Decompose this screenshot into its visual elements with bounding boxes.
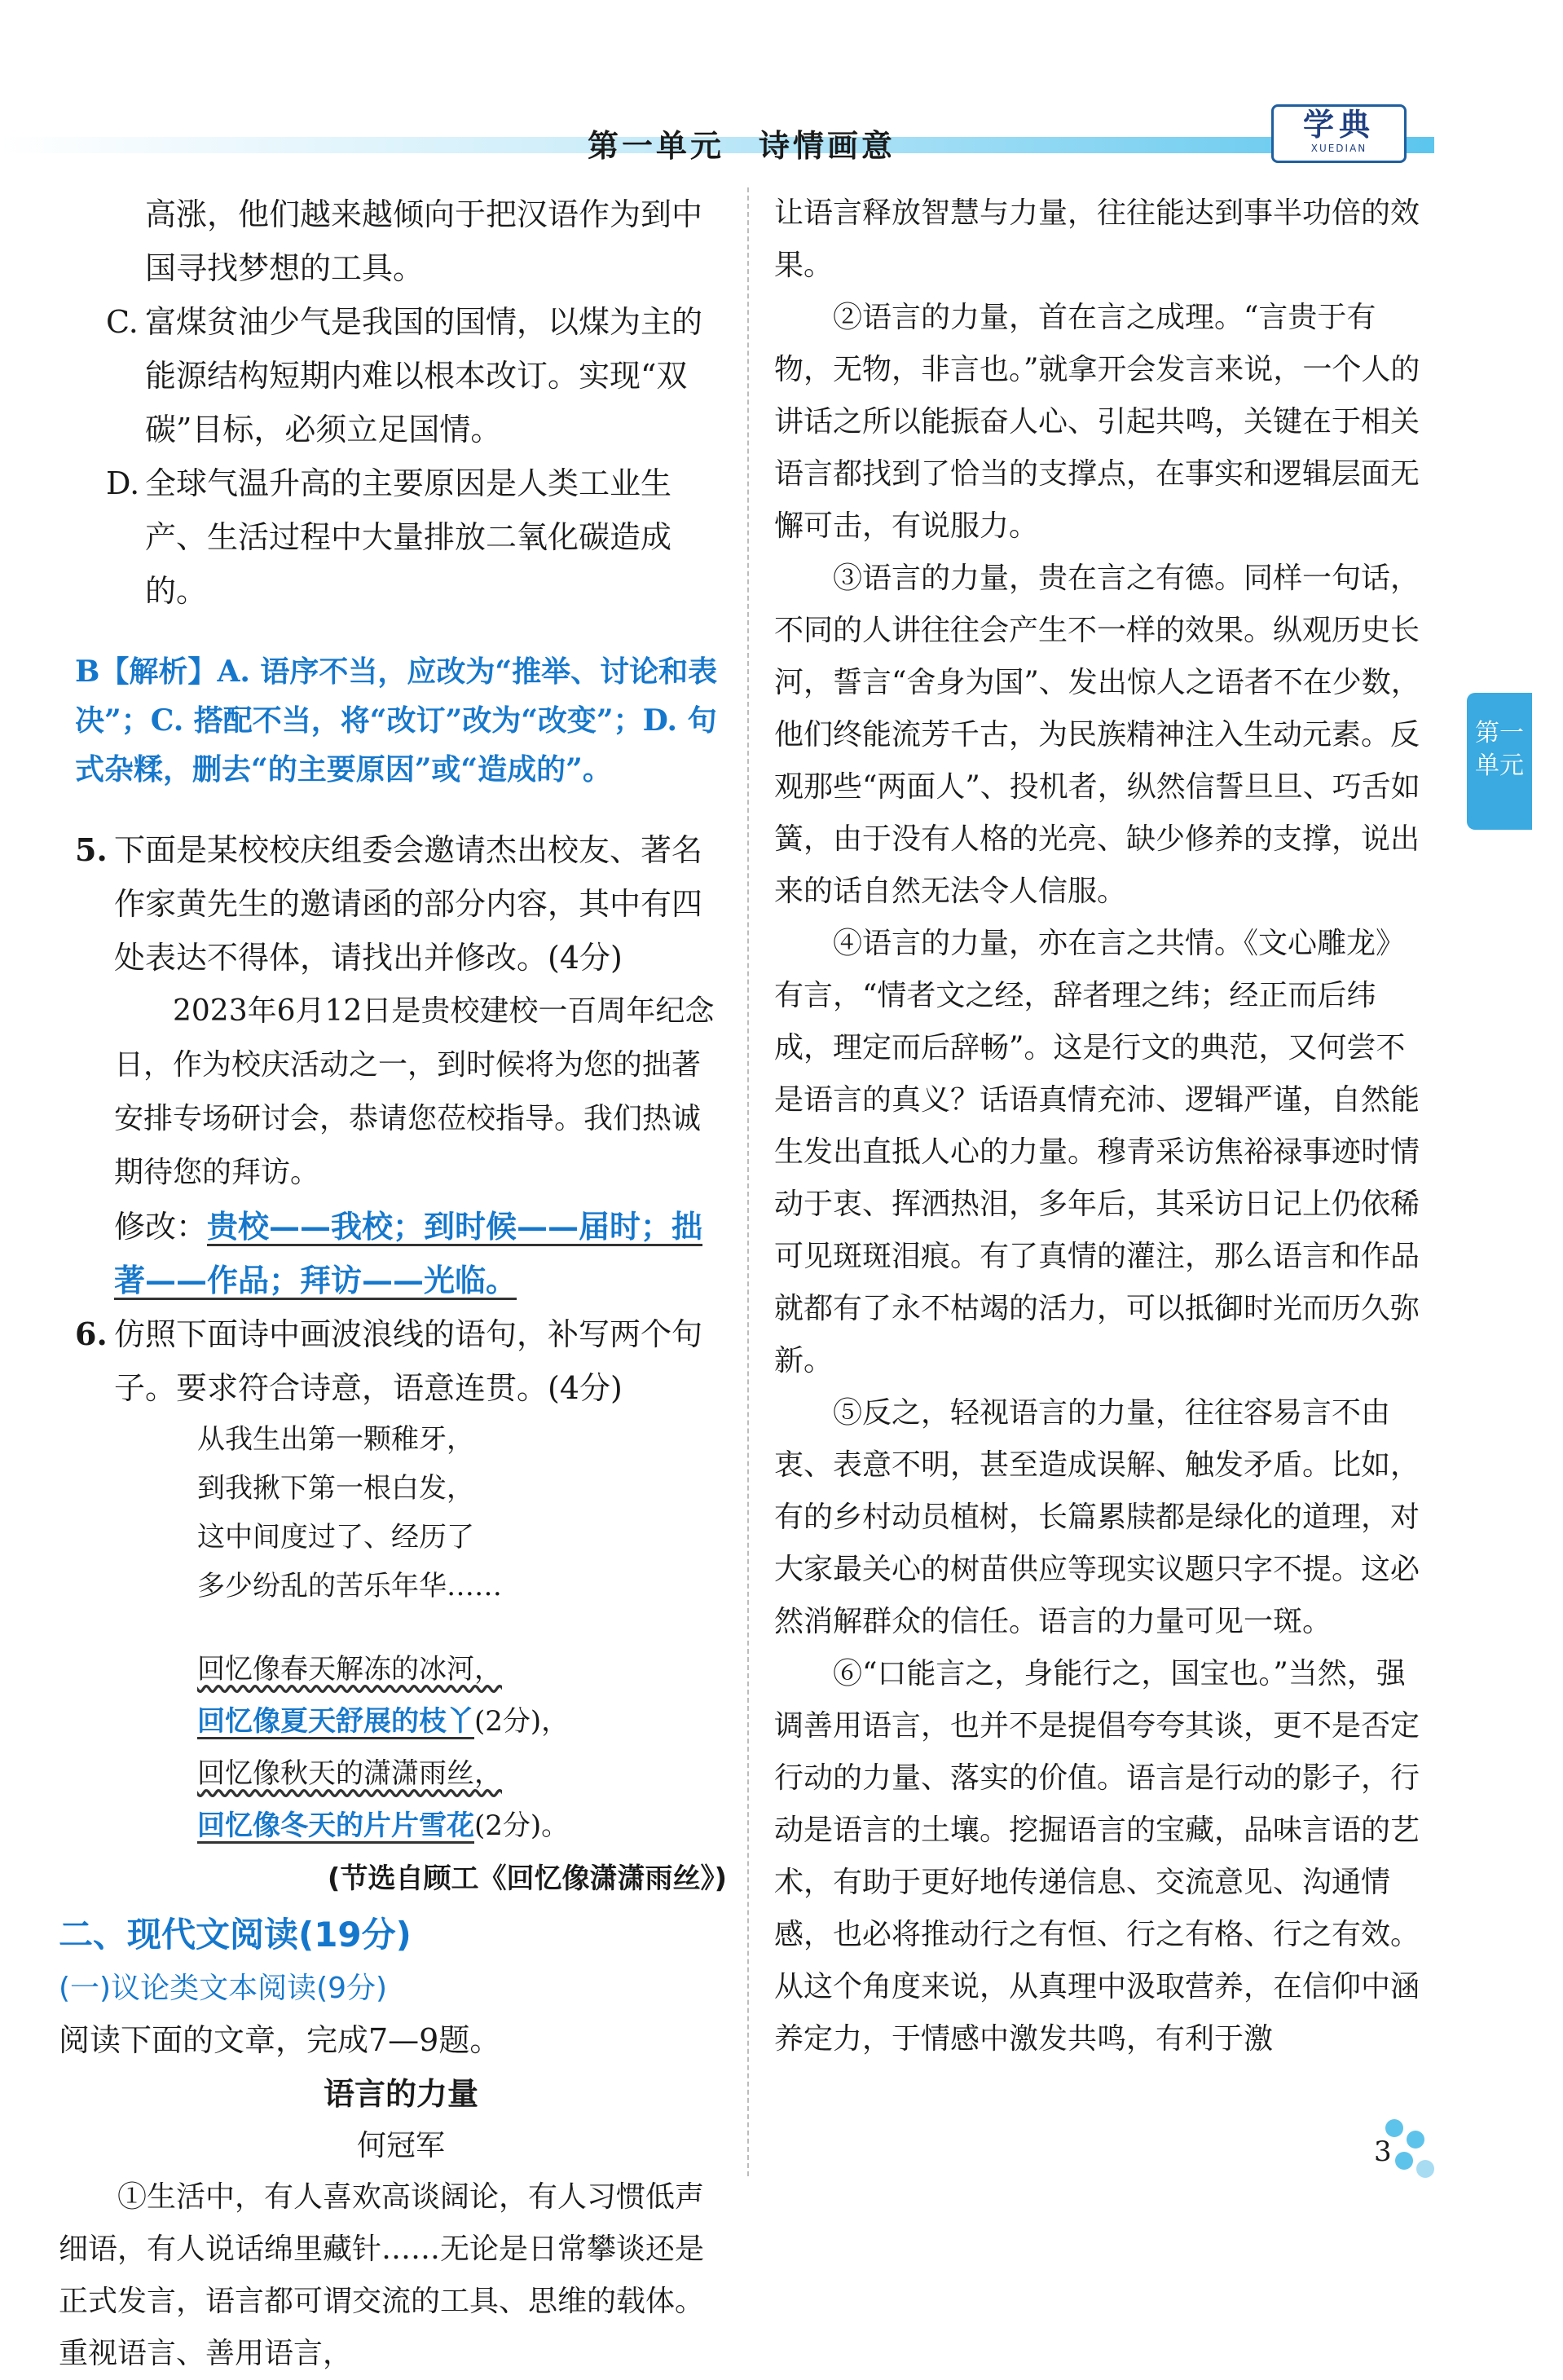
poem-stanza-1 (75, 1415, 727, 1611)
question-text: 下面是某校校庆组委会邀请杰出校友、著名作家黄先生的邀请函的部分内容，其中有四处表达不得体，请找出并修改。(4分) (114, 832, 703, 976)
q5-fix (75, 1200, 727, 1307)
answer-text: A. 语序不当，应改为“推举、讨论和表决”；C. 搭配不当，将“改订”改为“改变”；D. 句式杂糅，删去“的主要原因”或“造成的”。 (75, 654, 718, 787)
punct: ， (541, 1705, 570, 1738)
logo-cn: 学典 (1302, 106, 1375, 143)
article-para-1-cont: 让语言释放智慧与力量，往往能达到事半功倍的效果。 (774, 196, 1420, 282)
poem-fill-line (197, 1800, 727, 1852)
score: (2分) (474, 1809, 542, 1842)
decor-dot (1385, 2119, 1403, 2137)
question-number: 5. (75, 831, 108, 868)
decor-dot (1395, 2152, 1413, 2170)
option-text: 富煤贫油少气是我国的国情，以煤为主的能源结构短期内难以根本改订。实现“双碳”目标，必须立足国情。 (145, 304, 703, 447)
poem-line: 多少纷乱的苦乐年华…… (197, 1570, 502, 1602)
poem-line: 从我生出第一颗稚牙， (197, 1423, 474, 1456)
q4-option-d (75, 456, 727, 618)
poem-line: 这中间度过了、经历了 (197, 1521, 474, 1554)
poem-stanza-2 (75, 1643, 727, 1852)
wavy-line: 回忆像秋天的潇潇雨丝， (197, 1757, 502, 1790)
poem-fill-line (197, 1695, 727, 1748)
question-6 (75, 1307, 727, 1415)
fill-answer: 回忆像夏天舒展的枝丫 (197, 1705, 474, 1738)
question-number: 6. (75, 1316, 108, 1352)
wavy-line: 回忆像春天解冻的冰河， (197, 1653, 502, 1686)
option-label: D. (106, 465, 140, 501)
side-tab-line2: 单元 (1475, 751, 1524, 780)
unit-title: 第一单元 诗情画意 (587, 127, 896, 164)
decor-dot (1416, 2160, 1434, 2178)
article-para-6: ⑥“口能言之，身能行之，国宝也。”当然，强调善用语言，也并不是提倡夸夸其谈，更不是否定行动的力量、落实的价值。语言是行动的影子，行动是语言的土壤。挖掘语言的宝藏，品味言语的艺术，有助于更好地传递信息、交流意见、沟通情感，也必将推动行之有恒、行之有格、行之有效。从这个角度来说，从真理中汲取营养，在信仰中涵养定力，于情感中激发共鸣，有利于激 (774, 1657, 1420, 2056)
article-para-3: ③语言的力量，贵在言之有德。同样一句话，不同的人讲往往会产生不一样的效果。纵观历史长河，誓言“舍身为国”、发出惊人之语者不在少数，他们终能流芳千古，为民族精神注入生动元素。反观那些“两面人”、投机者，纵然信誓旦旦、巧舌如簧，由于没有人格的光亮、缺少修养的支撑，说出来的话自然无法令人信服。 (774, 562, 1420, 908)
punct: 。 (541, 1809, 570, 1842)
article-title: 语言的力量 (323, 2076, 478, 2112)
answer-label: B【解析】 (75, 654, 218, 689)
article-para-5: ⑤反之，轻视语言的力量，往往容易言不由衷、表意不明，甚至造成误解、触发矛盾。比如，有的乡村动员植树，长篇累牍都是绿化的道理，对大家最关心的树苗供应等现实议题只字不提。这必然消解群众的信任。语言的力量可见一斑。 (774, 1396, 1420, 1638)
fix-label: 修改： (114, 1209, 208, 1245)
section-2-subtitle: (一)议论类文本阅读(9分) (59, 1972, 388, 2005)
column-divider (747, 187, 749, 2176)
question-5 (75, 823, 727, 985)
fix-answer: 贵校——我校；到时候——届时；拙著——作品；拜访——光临。 (114, 1208, 703, 1298)
left-column (59, 187, 727, 2380)
invitation-excerpt: 2023年6月12日是贵校建校一百周年纪念日，作为校庆活动之一，到时候将为您的拙著安排专场研讨会，恭请您莅校指导。我们热诚期待您的拜访。 (114, 994, 715, 1189)
poem-line (197, 1643, 727, 1695)
q4-option-b-tail: 高涨，他们越来越倾向于把汉语作为到中国寻找梦想的工具。 (145, 196, 703, 286)
poem-line: 到我揪下第一根白发， (197, 1472, 474, 1505)
poem-source: (节选自顾工《回忆像潇潇雨丝》) (327, 1862, 727, 1895)
page-number: 3 (1374, 2135, 1392, 2168)
article-para-4: ④语言的力量，亦在言之共情。《文心雕龙》有言，“情者文之经，辞者理之纬；经正而后纬成，理定而后辞畅”。这是行文的典范，又何尝不是语言的真义？话语真情充沛、逻辑严谨，自然能生发出直抵人心的力量。穆青采访焦裕禄事迹时情动于衷、挥洒热泪，多年后，其采访日记上仍依稀可见斑斑泪痕。有了真情的灌注，那么语言和作品就都有了永不枯竭的活力，可以抵御时光而历久弥新。 (774, 927, 1420, 1377)
decor-dot (1407, 2131, 1424, 2149)
section-2-instruction: 阅读下面的文章，完成7—9题。 (59, 2022, 501, 2058)
publisher-logo (1271, 104, 1407, 163)
question-text: 仿照下面诗中画波浪线的语句，补写两个句子。要求符合诗意，语意连贯。(4分) (114, 1316, 703, 1406)
unit-side-tab (1467, 693, 1532, 830)
article-para-1: ①生活中，有人喜欢高谈阔论，有人习惯低声细语，有人说话绵里藏针……无论是日常攀谈还是正式发言，语言都可谓交流的工具、思维的载体。重视语言、善用语言， (59, 2180, 705, 2370)
q4-answer (75, 647, 727, 794)
article-para-2: ②语言的力量，首在言之成理。“言贵于有物，无物，非言也。”就拿开会发言来说，一个人的讲话之所以能振奋人心、引起共鸣，关键在于相关语言都找到了恰当的支撑点，在事实和逻辑层面无懈可击，有说服力。 (774, 301, 1420, 543)
option-text: 全球气温升高的主要原因是人类工业生产、生活过程中大量排放二氧化碳造成的。 (145, 465, 672, 609)
option-label: C. (106, 304, 139, 340)
article-author: 何冠军 (356, 2129, 445, 2162)
section-2-title: 二、现代文阅读(19分) (59, 1915, 412, 1955)
poem-line (197, 1748, 727, 1800)
side-tab-line1: 第一 (1475, 719, 1524, 747)
right-column (774, 187, 1426, 2065)
fill-answer: 回忆像冬天的片片雪花 (197, 1809, 474, 1842)
logo-en: XUEDIAN (1310, 143, 1367, 154)
score: (2分) (474, 1705, 542, 1738)
q4-option-c (75, 295, 727, 456)
